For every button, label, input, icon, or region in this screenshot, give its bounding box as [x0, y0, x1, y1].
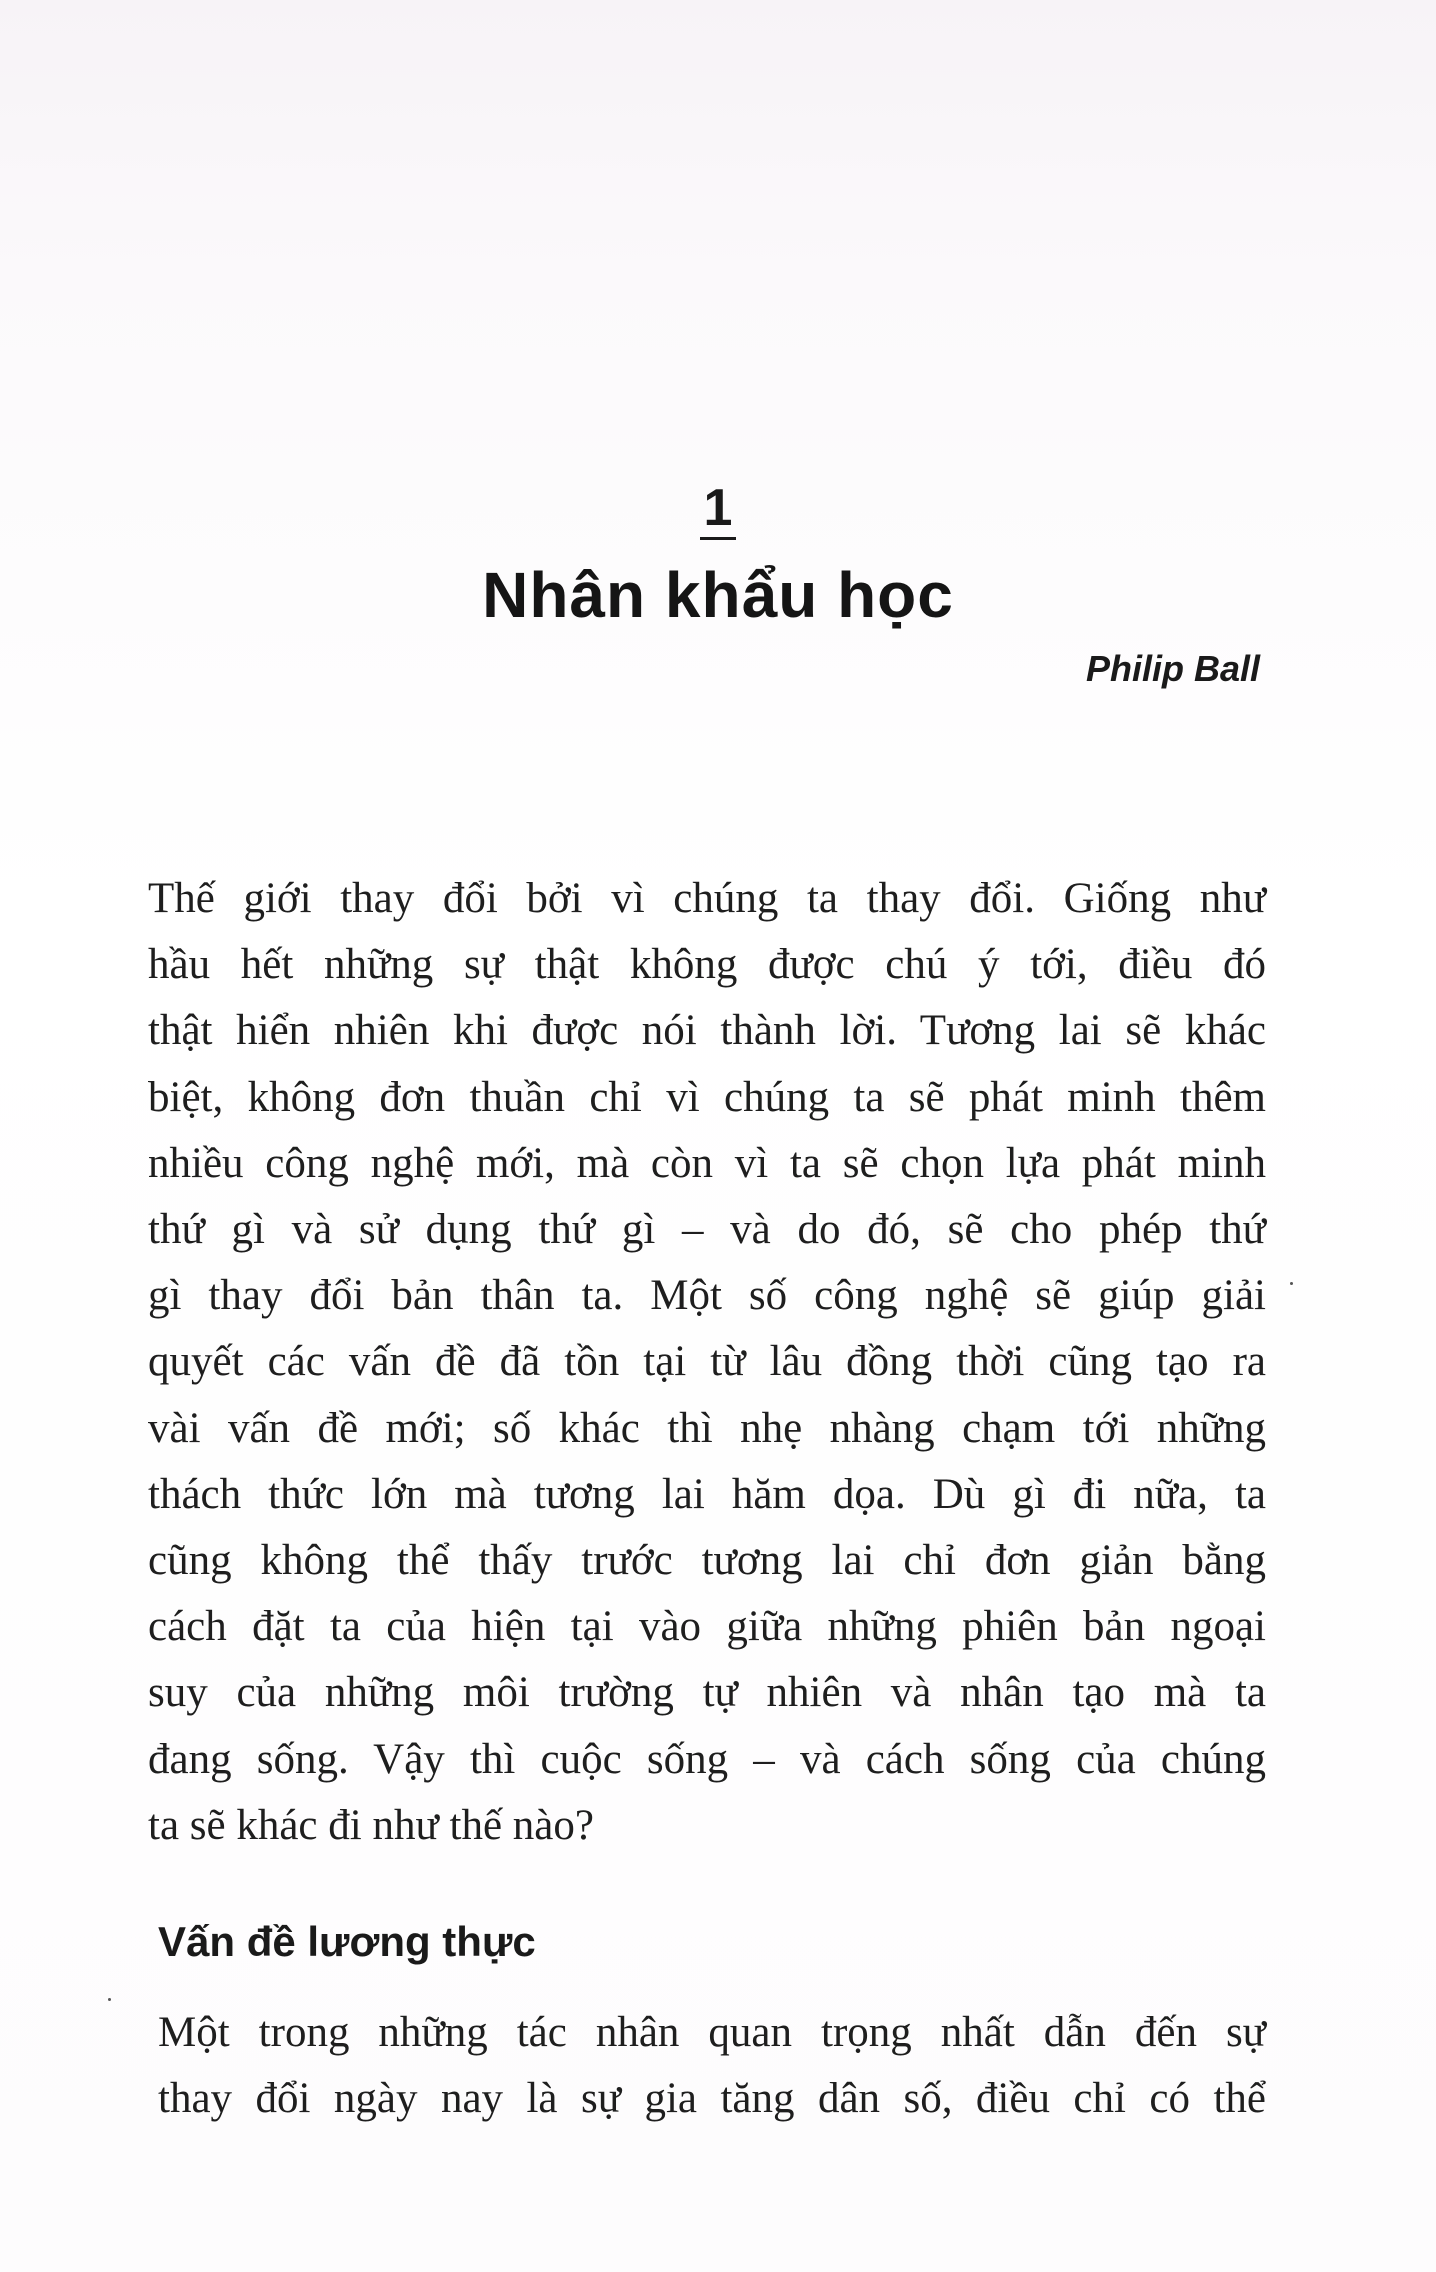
chapter-title: Nhân khẩu học: [482, 559, 954, 631]
paragraph-1: [148, 866, 1266, 1859]
paragraph-2: [158, 2000, 1266, 2132]
text-line: thách thức lớn mà tương lai hăm dọa. Dù gì đi nữa, ta: [148, 1470, 1266, 1518]
text-line: thay đổi ngày nay là sự gia tăng dân số, điều chỉ có thể: [158, 2075, 1266, 2123]
chapter-number-text: 1: [700, 479, 737, 540]
text-line: suy của những môi trường tự nhiên và nhân tạo mà ta: [148, 1669, 1266, 1717]
text-line: quyết các vấn đề đã tồn tại từ lâu đồng thời cũng tạo ra: [148, 1338, 1266, 1386]
text-line: nhiều công nghệ mới, mà còn vì ta sẽ chọn lựa phát minh: [148, 1139, 1266, 1187]
text-line: hầu hết những sự thật không được chú ý tới, điều đó: [148, 941, 1266, 989]
text-line: ta sẽ khác đi như thế nào?: [148, 1801, 594, 1849]
text-line: thật hiển nhiên khi được nói thành lời. Tương lai sẽ khác: [148, 1007, 1266, 1055]
text-line: cũng không thể thấy trước tương lai chỉ đơn giản bằng: [148, 1537, 1266, 1585]
paper-speck: [108, 1998, 111, 2001]
text-line: Một trong những tác nhân quan trọng nhất dẫn đến sự: [158, 2009, 1266, 2056]
text-line: cách đặt ta của hiện tại vào giữa những phiên bản ngoại: [148, 1603, 1266, 1651]
chapter-author: Philip Ball: [1085, 648, 1260, 689]
text-line: gì thay đổi bản thân ta. Một số công nghệ sẽ giúp giải: [148, 1272, 1266, 1320]
text-line: biệt, không đơn thuần chỉ vì chúng ta sẽ phát minh thêm: [148, 1073, 1266, 1121]
text-line: vài vấn đề mới; số khác thì nhẹ nhàng chạm tới những: [148, 1404, 1266, 1452]
text-line: đang sống. Vậy thì cuộc sống – và cách sống của chúng: [148, 1735, 1266, 1783]
chapter-number: [0, 478, 1436, 538]
text-line: Thế giới thay đổi bởi vì chúng ta thay đổi. Giống như: [148, 875, 1266, 922]
paper-speck: [1290, 1282, 1293, 1285]
section-heading: Vấn đề lương thực: [158, 1918, 536, 1965]
text-line: thứ gì và sử dụng thứ gì – và do đó, sẽ cho phép thứ: [148, 1206, 1266, 1254]
